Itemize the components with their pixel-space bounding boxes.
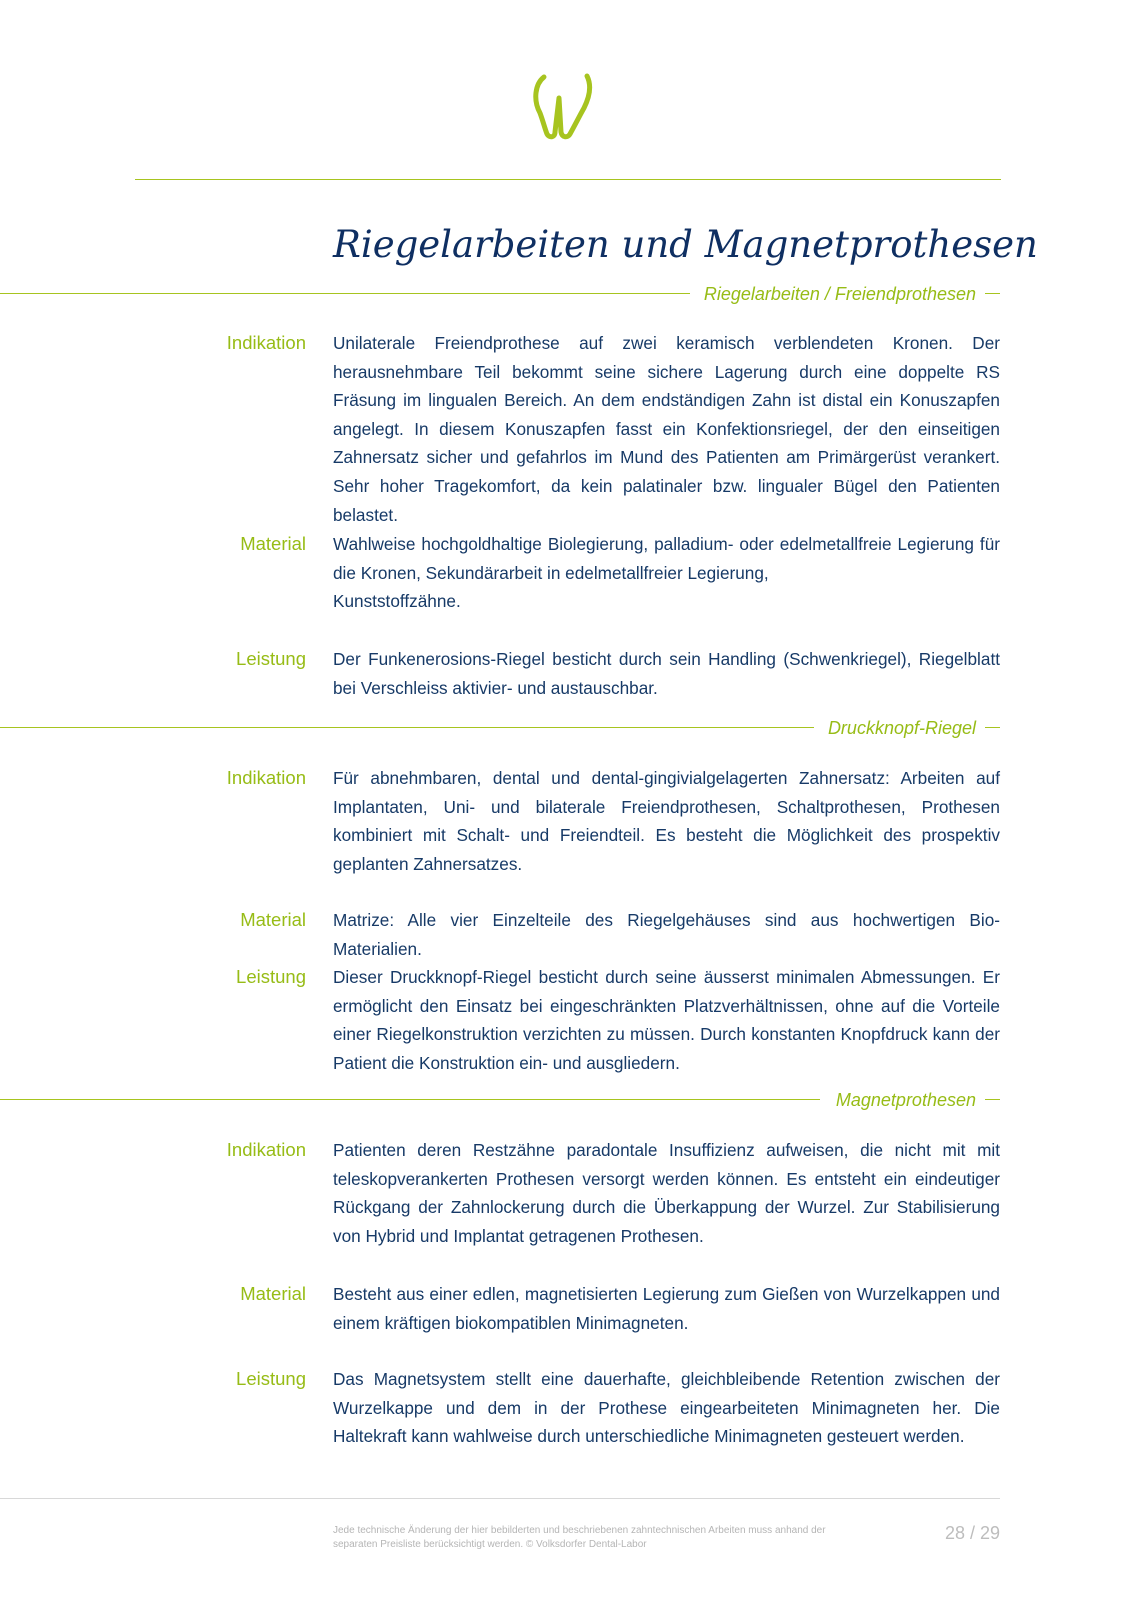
detail-label: Material [240, 533, 306, 554]
detail-label: Leistung [236, 966, 306, 987]
section-header-riegelarbeiten [0, 282, 1000, 306]
detail-text: Wahlweise hochgoldhaltige Biolegierung, palladium- oder edelmetallfreie Legierung für die Kronen, Sekundärarbeit in edelmetallfreier Legierung, Kunststoffzähne. [333, 534, 1000, 612]
footer-divider [0, 1498, 1000, 1499]
section-header-magnetprothesen [0, 1088, 1000, 1112]
page-number: 28 / 29 [944, 1523, 1000, 1543]
detail-text: Patienten deren Restzähne paradontale Insuffizienz aufweisen, die nicht mit mit teleskopverankerten Prothesen versorgt werden können. Es entsteht ein eindeutiger Rückgang der Zahnlockerung durch die Überkappung der Wurzel. Zur Stabilisierung von Hybrid und Implantat getragenen Prothesen. [333, 1140, 1000, 1246]
section-divider [0, 727, 814, 728]
detail-text: Matrize: Alle vier Einzelteile des Riegelgehäuses sind aus hochwertigen Bio-Materialien. [333, 910, 1000, 959]
detail-label: Indikation [226, 1139, 306, 1160]
detail-label: Indikation [226, 332, 306, 353]
footer-note: Jede technische Änderung der hier bebilderten und beschriebenen zahntechnischen Arbeiten muss anhand der separaten Preisliste berücksichtigt werden. © Volksdorfer Dental-Labor [333, 1525, 826, 1550]
page-title: Riegelarbeiten und Magnetprothesen [333, 223, 1038, 266]
detail-text: Dieser Druckknopf-Riegel besticht durch seine äusserst minimalen Abmessungen. Er ermöglicht den Einsatz bei eingeschränkten Platzverhältnissen, ohne auf die Vorteile einer Riegelkonstruktion verzichten zu müssen. Durch konstanten Knopfdruck kann der Patient die Konstruktion ein- und ausgliedern. [333, 967, 1000, 1073]
header-divider [135, 179, 1001, 180]
section-title: Druckknopf-Riegel [827, 718, 976, 738]
detail-label: Indikation [226, 767, 306, 788]
section-divider [0, 293, 690, 294]
detail-label: Material [240, 1283, 306, 1304]
section-title-dash [985, 1099, 1000, 1100]
section-title-dash [985, 727, 1000, 728]
section-title: Riegelarbeiten / Freiendprothesen [703, 284, 976, 304]
detail-label: Leistung [236, 1368, 306, 1389]
section-title: Magnetprothesen [835, 1090, 976, 1110]
detail-label: Material [240, 909, 306, 930]
tooth-icon [531, 68, 603, 140]
detail-text: Unilaterale Freiendprothese auf zwei keramisch verblendeten Kronen. Der herausnehmbare Teil bekommt seine sichere Lagerung durch eine doppelte RS Fräsung im lingualen Bereich. An dem endständigen Zahn ist distal ein Konuszapfen angelegt. In diesem Konuszapfen fasst ein Konfektionsriegel, der den einseitigen Zahnersatz sicher und gefahrlos im Mund des Patienten am Primärgerüst verankert. Sehr hoher Tragekomfort, da kein palatinaler bzw. lingualer Bügel den Patienten belastet. [333, 333, 1000, 525]
detail-text: Für abnehmbaren, dental und dental-gingivialgelagerten Zahnersatz: Arbeiten auf Implantaten, Uni- und bilaterale Freiendprothesen, Schaltprothesen, Prothesen kombiniert mit Schalt- und Freiendteil. Es besteht die Möglichkeit des prospektiv geplanten Zahnersatzes. [333, 768, 1000, 874]
detail-text: Der Funkenerosions-Riegel besticht durch sein Handling (Schwenkriegel), Riegelblatt bei Verschleiss aktivier- und austauschbar. [333, 649, 1000, 698]
section-divider [0, 1099, 820, 1100]
section-title-dash [985, 293, 1000, 294]
detail-text: Besteht aus einer edlen, magnetisierten Legierung zum Gießen von Wurzelkappen und einem kräftigen biokompatiblen Minimagneten. [333, 1284, 1000, 1333]
detail-text: Das Magnetsystem stellt eine dauerhafte, gleichbleibende Retention zwischen der Wurzelkappe und dem in der Prothese eingearbeiteten Minimagneten her. Die Haltekraft kann wahlweise durch unterschiedliche Minimagneten gesteuert werden. [333, 1369, 1000, 1447]
section-header-druckknopf-riegel [0, 716, 1000, 740]
detail-label: Leistung [236, 648, 306, 669]
